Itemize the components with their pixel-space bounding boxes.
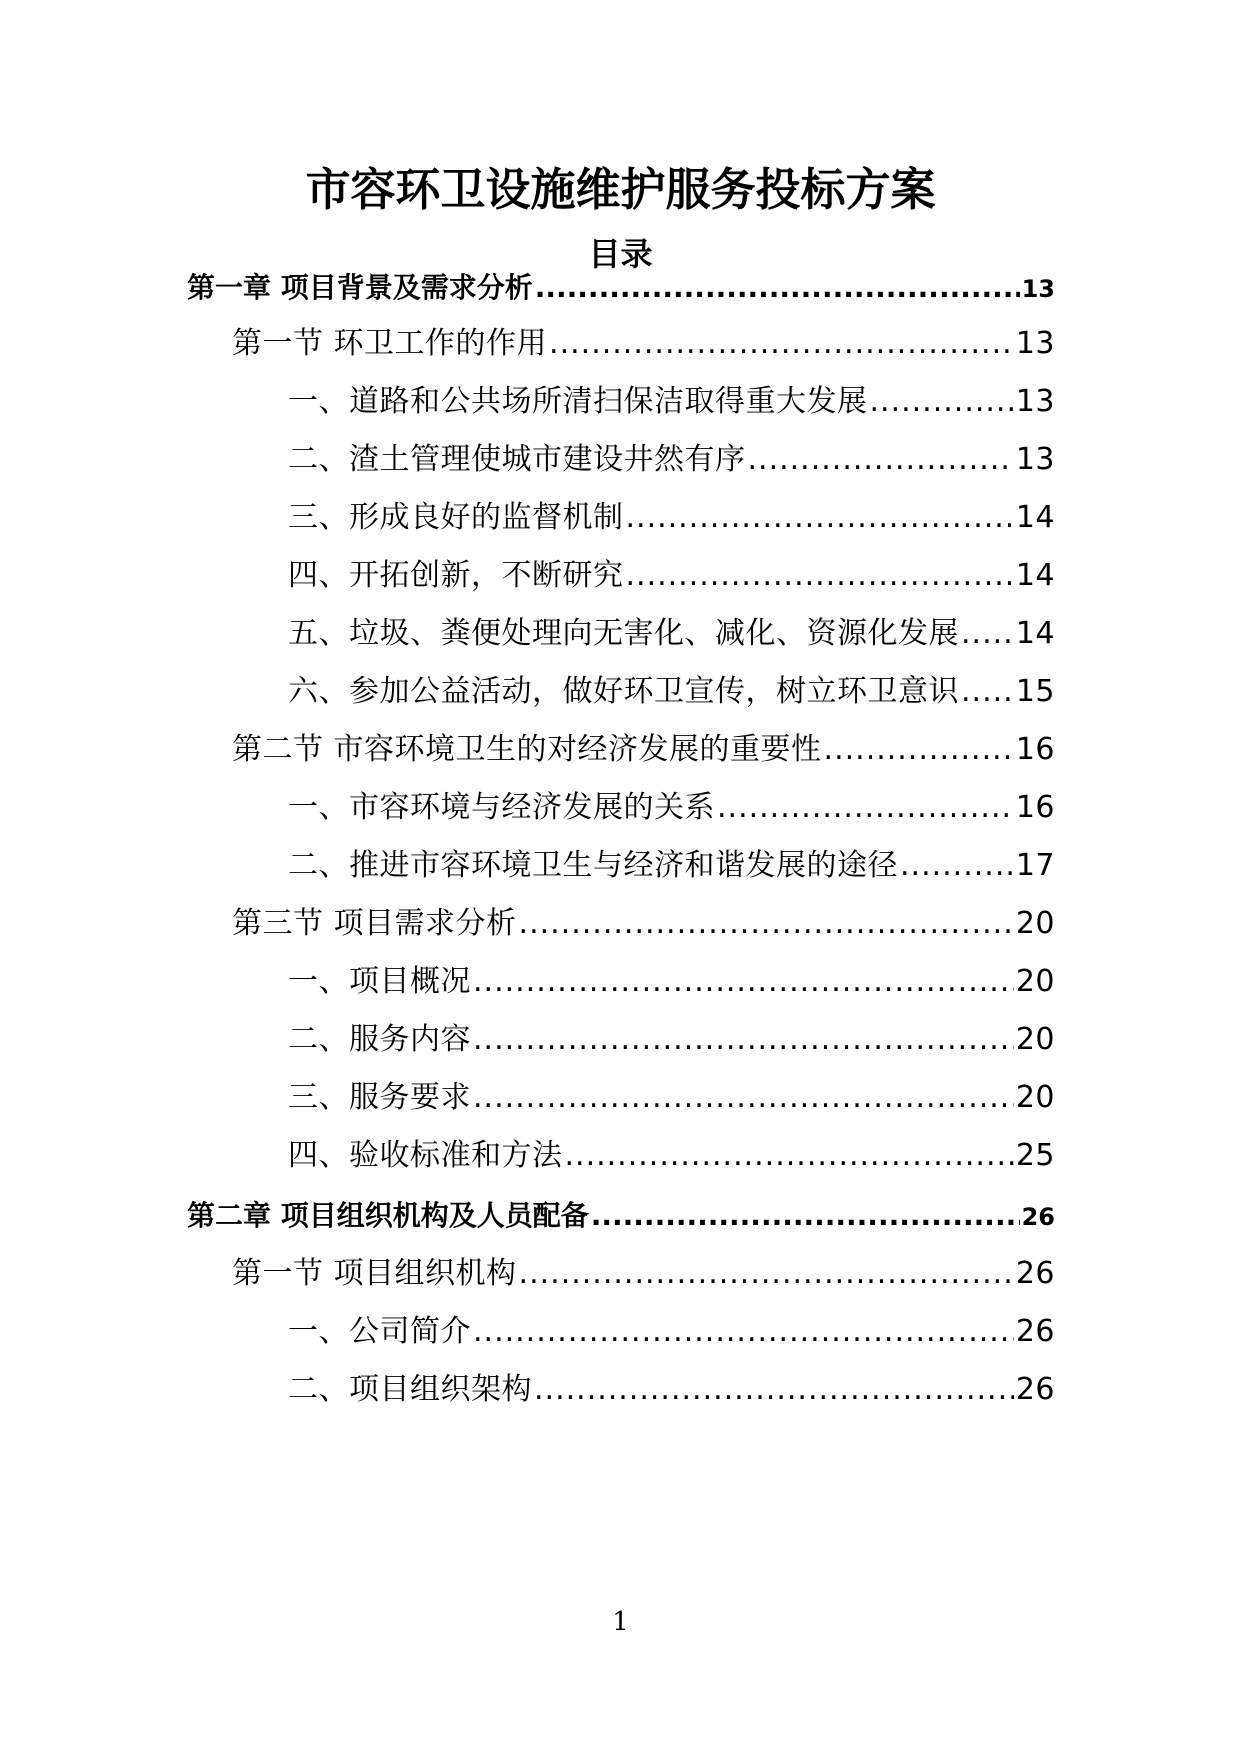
toc-dot-leader — [549, 322, 1014, 366]
toc-entry-label: 一、公司简介 — [288, 1314, 471, 1349]
toc-entry-page: 16 — [1015, 732, 1055, 767]
toc-entry-page: 17 — [1015, 848, 1055, 883]
toc-entry-page: 26 — [1015, 1372, 1055, 1407]
toc-entry-chapter-2[interactable] — [187, 1194, 1055, 1238]
toc-dot-leader — [870, 380, 1014, 424]
toc-entry-page: 16 — [1015, 790, 1055, 825]
toc-entry-label: 一、市容环境与经济发展的关系 — [288, 790, 715, 825]
toc-entry-label: 第一章 项目背景及需求分析 — [187, 271, 533, 304]
toc-entry-page: 20 — [1015, 1022, 1055, 1057]
toc-entry-label: 一、道路和公共场所清扫保洁取得重大发展 — [288, 384, 868, 419]
toc-entry-section[interactable] — [232, 728, 1055, 772]
toc-entry-label: 四、开拓创新，不断研究 — [288, 558, 624, 593]
toc-entry-item[interactable] — [288, 612, 1055, 656]
toc-entry-page: 20 — [1015, 906, 1055, 941]
toc-entry-label: 二、项目组织架构 — [288, 1372, 532, 1407]
toc-dot-leader — [900, 844, 1014, 888]
toc-entry-page: 26 — [1015, 1256, 1055, 1291]
toc-dot-leader — [473, 1018, 1014, 1062]
toc-entry-label: 二、服务内容 — [288, 1022, 471, 1057]
toc-entry-page: 14 — [1015, 558, 1055, 593]
toc-dot-leader — [473, 1310, 1014, 1354]
document-title: 市容环卫设施维护服务投标方案 — [305, 163, 936, 216]
toc-entry-page: 13 — [1015, 384, 1055, 419]
toc-entry-chapter-1[interactable] — [187, 266, 1055, 310]
toc-entry-label: 五、垃圾、粪便处理向无害化、减化、资源化发展 — [288, 616, 959, 651]
toc-dot-leader — [473, 1076, 1014, 1120]
toc-dot-leader — [626, 554, 1014, 598]
toc-entry-page: 14 — [1015, 616, 1055, 651]
toc-dot-leader — [565, 1134, 1014, 1178]
toc-entry-item[interactable] — [288, 844, 1055, 888]
toc-entry-item[interactable] — [288, 670, 1055, 714]
toc-entry-item[interactable] — [288, 1368, 1055, 1412]
toc-entry-label: 二、渣土管理使城市建设井然有序 — [288, 442, 746, 477]
toc-entry-label: 三、形成良好的监督机制 — [288, 500, 624, 535]
toc-entry-label: 二、推进市容环境卫生与经济和谐发展的途径 — [288, 848, 898, 883]
toc-entry-item[interactable] — [288, 1076, 1055, 1120]
toc-entry-page: 25 — [1015, 1138, 1055, 1173]
toc-dot-leader — [473, 960, 1014, 1004]
toc-entry-label: 四、验收标准和方法 — [288, 1138, 563, 1173]
toc-entry-section[interactable] — [232, 902, 1055, 946]
toc-dot-leader — [534, 1368, 1014, 1412]
toc-entry-section[interactable] — [232, 322, 1055, 366]
toc-entry-label: 第一节 环卫工作的作用 — [232, 326, 548, 361]
toc-entry-page: 20 — [1015, 1080, 1055, 1115]
toc-entry-item[interactable] — [288, 496, 1055, 540]
toc-entry-label: 第二章 项目组织机构及人员配备 — [187, 1199, 589, 1232]
toc-dot-leader — [824, 728, 1014, 772]
toc-entry-page: 26 — [1015, 1314, 1055, 1349]
toc-entry-item[interactable] — [288, 438, 1055, 482]
toc-dot-leader — [717, 786, 1014, 830]
toc-entry-page: 13 — [1015, 442, 1055, 477]
toc-entry-item[interactable] — [288, 786, 1055, 830]
page-number: 1 — [612, 1607, 629, 1637]
toc-entry-page: 13 — [1021, 275, 1055, 303]
toc-entry-page: 15 — [1015, 674, 1055, 709]
toc-entry-item[interactable] — [288, 380, 1055, 424]
toc-entry-label: 六、参加公益活动，做好环卫宣传，树立环卫意识 — [288, 674, 959, 709]
toc-entry-page: 26 — [1021, 1203, 1055, 1231]
toc-dot-leader — [535, 266, 1020, 310]
toc-entry-label: 第三节 项目需求分析 — [232, 906, 517, 941]
toc-dot-leader — [626, 496, 1014, 540]
toc-entry-page: 13 — [1015, 326, 1055, 361]
toc-dot-leader — [748, 438, 1014, 482]
toc-dot-leader — [591, 1194, 1020, 1238]
toc-entry-label: 三、服务要求 — [288, 1080, 471, 1115]
toc-dot-leader — [519, 902, 1014, 946]
toc-dot-leader — [961, 670, 1014, 714]
toc-entry-label: 第一节 项目组织机构 — [232, 1256, 517, 1291]
toc-heading: 目录 — [588, 235, 653, 273]
toc-entry-item[interactable] — [288, 960, 1055, 1004]
toc-dot-leader — [961, 612, 1014, 656]
toc-entry-label: 第二节 市容环境卫生的对经济发展的重要性 — [232, 732, 822, 767]
toc-entry-item[interactable] — [288, 1134, 1055, 1178]
toc-entry-section[interactable] — [232, 1252, 1055, 1296]
toc-entry-item[interactable] — [288, 554, 1055, 598]
toc-entry-item[interactable] — [288, 1310, 1055, 1354]
toc-entry-page: 14 — [1015, 500, 1055, 535]
toc-entry-page: 20 — [1015, 964, 1055, 999]
toc-dot-leader — [519, 1252, 1014, 1296]
toc-entry-item[interactable] — [288, 1018, 1055, 1062]
toc-entry-label: 一、项目概况 — [288, 964, 471, 999]
